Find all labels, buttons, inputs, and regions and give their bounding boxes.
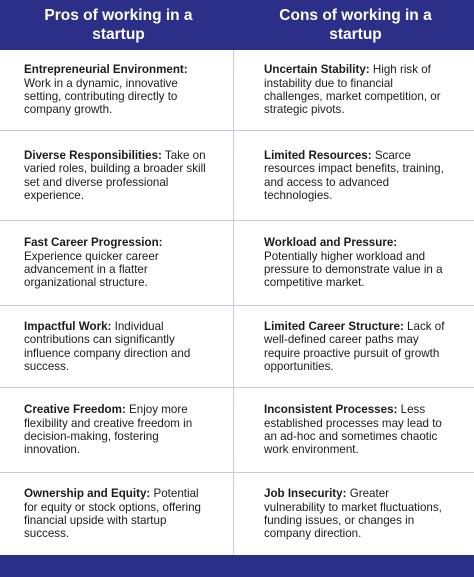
con-text: Lack of well-defined career paths may require proactive pursuit of growth opportunities. <box>264 319 445 373</box>
pro-title: Diverse Responsibilities: <box>24 148 162 162</box>
table-row <box>0 388 474 473</box>
con-title: Workload and Pressure: <box>264 236 398 250</box>
pros-header <box>0 0 237 50</box>
pro-title: Fast Career Progression: <box>24 236 163 250</box>
footer-bar <box>0 555 474 577</box>
table-row <box>0 131 474 221</box>
con-cell <box>0 50 474 130</box>
pro-text: Potential for equity or stock options, offering financial upside with startup success. <box>24 487 202 541</box>
pro-text: Enjoy more flexibility and creative freedom in decision-making, fostering innovation. <box>24 403 193 457</box>
con-text: Scarce resources impact benefits, training, and access to advanced technologies. <box>264 148 444 202</box>
con-title: Limited Resources: <box>264 148 372 162</box>
con-cell <box>0 131 474 220</box>
pro-title: Ownership and Equity: <box>24 487 151 501</box>
con-cell <box>0 306 474 387</box>
con-cell <box>0 221 474 305</box>
table-row <box>0 221 474 306</box>
table-row <box>0 473 474 555</box>
con-text: Less established processes may lead to an ad-hoc and sometimes chaotic work environment. <box>264 403 442 457</box>
pro-title: Creative Freedom: <box>24 403 126 417</box>
pro-text: Individual contributions can significantly influence company direction and success. <box>24 319 191 373</box>
con-title: Limited Career Structure: <box>264 319 404 333</box>
con-text: High risk of instability due to financial challenges, market competition, or strategic pivots. <box>264 63 441 117</box>
cons-title: Cons of working in a startup <box>279 7 432 43</box>
con-cell <box>0 473 474 555</box>
pros-title: Pros of working in a startup <box>44 7 193 43</box>
table-row <box>0 50 474 131</box>
con-text: Potentially higher workload and pressure to demonstrate value in a competitive market. <box>264 249 443 290</box>
con-cell <box>0 388 474 472</box>
pro-text: Take on varied roles, building a broader skill set and diverse professional experience. <box>24 148 206 202</box>
pro-title: Entrepreneurial Environment: <box>24 63 188 77</box>
con-title: Job Insecurity: <box>264 487 347 501</box>
pro-title: Impactful Work: <box>24 319 112 333</box>
table-row <box>0 306 474 388</box>
cons-header <box>237 0 474 50</box>
pro-text: Work in a dynamic, innovative setting, contributing directly to company growth. <box>24 76 178 117</box>
table-header <box>0 0 474 50</box>
pro-text: Experience quicker career advancement in a flatter organizational structure. <box>24 249 159 290</box>
con-text: Greater vulnerability to market fluctuations, funding issues, or changes in company direction. <box>264 487 442 541</box>
con-title: Inconsistent Processes: <box>264 403 398 417</box>
con-title: Uncertain Stability: <box>264 63 370 77</box>
